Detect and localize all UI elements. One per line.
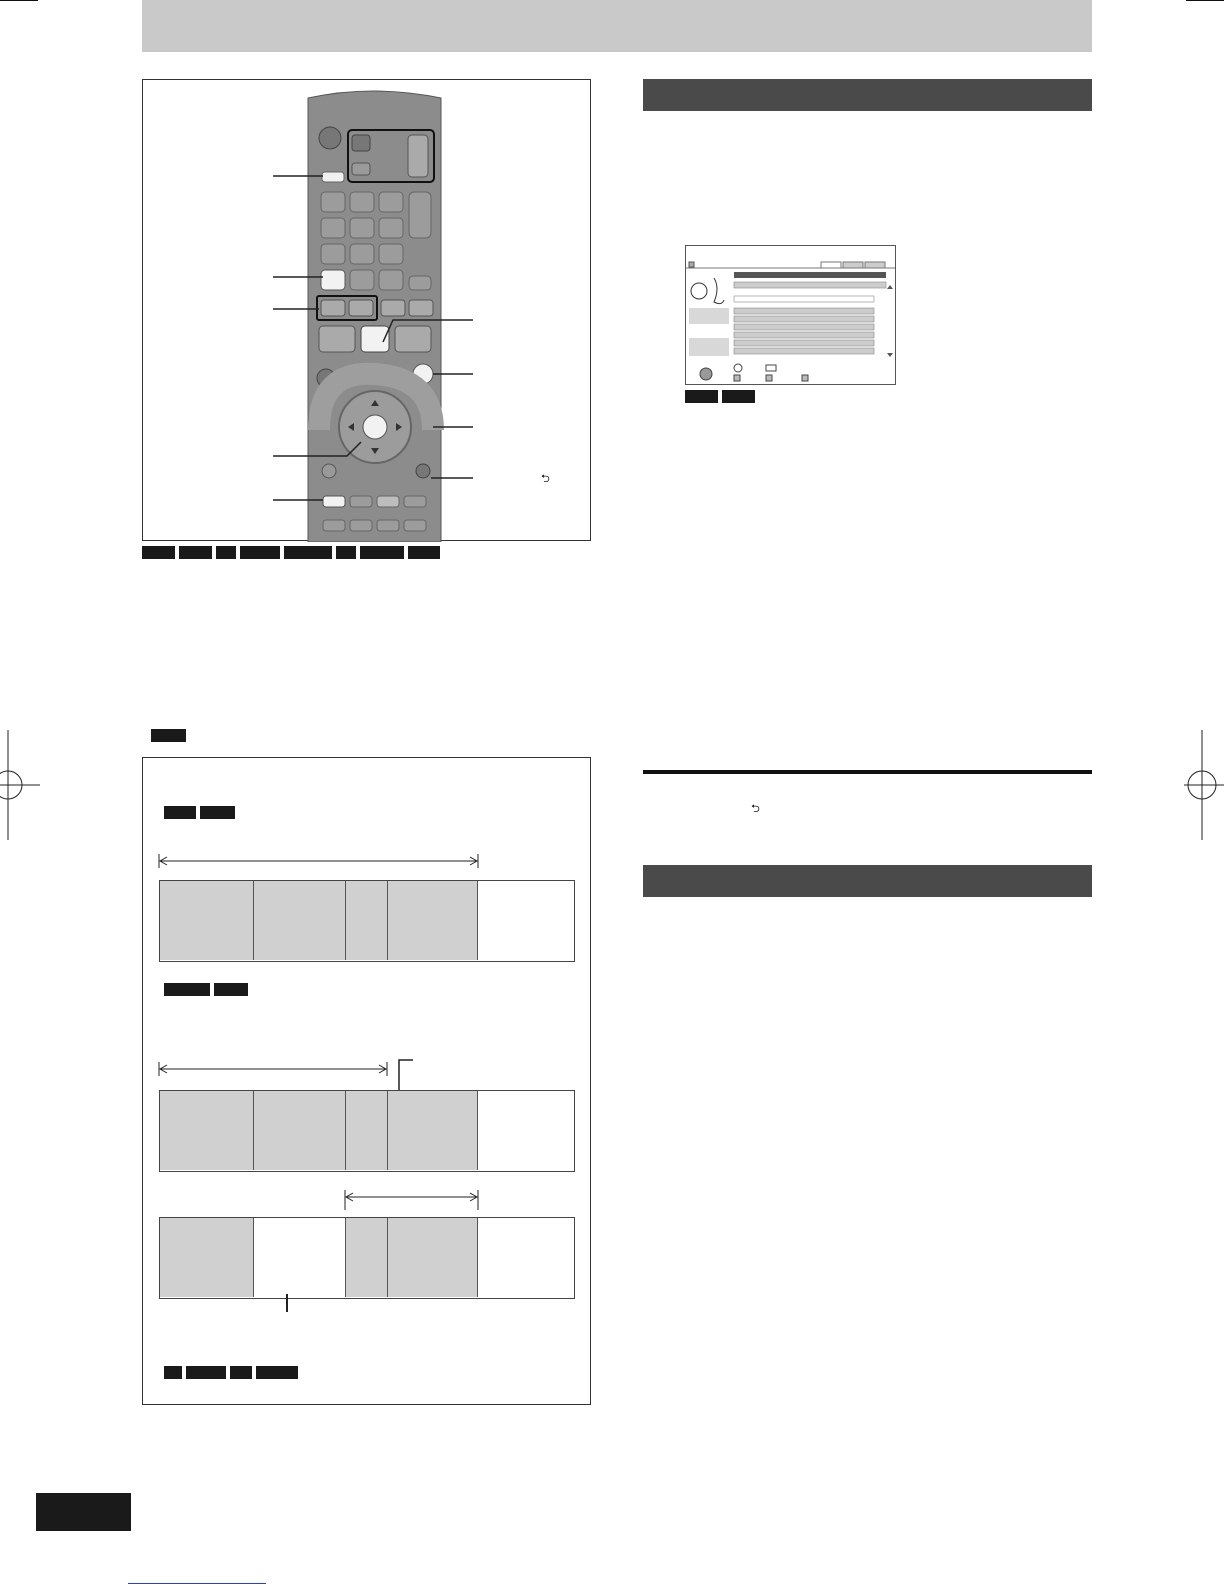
disc-badge — [164, 806, 196, 819]
return-arrow-icon — [416, 464, 430, 478]
disc-badge — [685, 390, 718, 403]
disc-badge — [722, 390, 755, 403]
disc-badge — [360, 546, 404, 559]
disc-badge — [216, 546, 236, 559]
chapter-block — [388, 1218, 478, 1297]
chapter-block — [160, 881, 254, 960]
disc-badge — [284, 546, 332, 559]
disc-badge — [186, 1366, 226, 1379]
chapter-block — [388, 881, 478, 960]
range-arrow — [157, 1058, 437, 1094]
crop-mark — [1186, 0, 1224, 1]
soccer-thumbnail-icon — [691, 278, 724, 304]
chapter-block — [388, 1091, 478, 1170]
remote-control-illustration — [143, 80, 592, 542]
disc-badge — [200, 806, 235, 819]
disc-badge — [408, 546, 440, 559]
disc-badge — [214, 983, 248, 996]
section-band — [643, 865, 1092, 897]
disc-badge — [179, 546, 212, 559]
range-arrow — [157, 854, 482, 868]
power-icon — [319, 127, 341, 149]
section-band — [643, 79, 1092, 111]
chapter-block-empty — [254, 1218, 346, 1297]
chapter-block — [346, 1091, 388, 1170]
chapter-block — [254, 881, 346, 960]
disc-badge — [164, 1366, 182, 1379]
chapter-block — [160, 1218, 254, 1297]
inline-return-glyph: ⮌ — [751, 803, 760, 815]
pointer-line — [286, 1294, 288, 1312]
crop-mark — [0, 0, 38, 1]
section-rule — [643, 770, 1092, 774]
range-arrow — [343, 1190, 483, 1210]
chapter-block — [254, 1091, 346, 1170]
disc-badge — [240, 546, 280, 559]
disc-badge — [336, 546, 356, 559]
chapter-track — [159, 1090, 575, 1172]
chapter-block — [160, 1091, 254, 1170]
disc-badge — [230, 1366, 252, 1379]
disc-badge — [256, 1366, 298, 1379]
on-screen-menu-thumbnail — [685, 245, 896, 385]
registration-mark-right — [1184, 730, 1224, 840]
chapter-diagram-panel — [142, 757, 591, 1405]
remote-return-glyph: ⮌ — [541, 473, 550, 485]
disc-badge — [164, 983, 210, 996]
disc-badge — [142, 546, 175, 559]
chapter-track — [159, 880, 575, 962]
chapter-block — [346, 1218, 388, 1297]
registration-mark-left — [0, 730, 40, 840]
disc-badge — [151, 729, 186, 742]
remote-control-panel — [142, 79, 591, 541]
page-number-block — [36, 1493, 131, 1531]
chapter-block — [346, 881, 388, 960]
chapter-track — [159, 1217, 575, 1299]
page-header-band — [142, 0, 1092, 52]
